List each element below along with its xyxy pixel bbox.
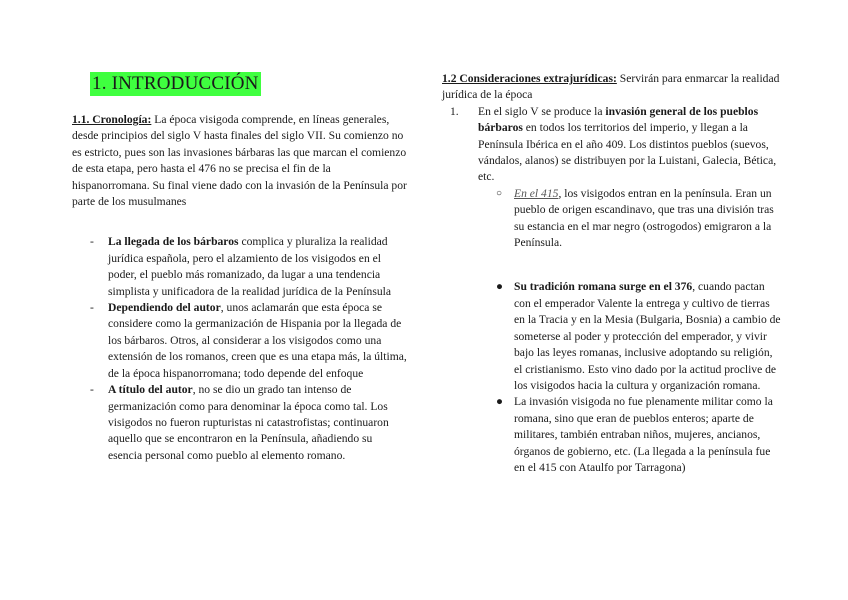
list-item-text: , no se dio un grado tan intenso de germanización como para denominar la época como tal. Los visigodos no fueron rupturistas ni catastrofistas; continuaron aquello que se encontraron en la Península, añadiendo su esencia personal como pueblo al elemento romano.: [108, 383, 389, 462]
list-item-bold: La llegada de los bárbaros: [108, 235, 239, 249]
consideraciones-paragraph: [442, 71, 782, 104]
bullet-item: [496, 394, 782, 476]
list-item: [72, 382, 408, 464]
list-item-bold: A título del autor: [108, 383, 193, 397]
bullet-list: [496, 279, 782, 476]
bullet-text: , cuando pactan con el emperador Valente la entrega y cultivo de tierras en la Tracia y en la Mesia (Bulgaria, Bosnia) a cambio de someterse al poder y protección del emperador, y vivir bajo las leyes romanas, inclusive adoptando su religión, el cristianismo. Esto vino dado por la actitud proclive de los visigodos hacia la cultura y organización romana.: [514, 280, 781, 392]
cronologia-paragraph: [72, 112, 408, 210]
item-text-a: En el siglo V se produce la: [478, 104, 606, 118]
circle-marker-icon: ○: [496, 187, 503, 199]
bullet-icon: ●: [496, 280, 504, 294]
right-column: [442, 71, 782, 476]
list-item: [72, 234, 408, 300]
cronologia-heading: 1.1. Cronología:: [72, 113, 152, 126]
bullet-text: La invasión visigoda no fue plenamente militar como la romana, sino que eran de pueblos enteros; aparte de militares, también entraban niños, mujeres, ancianos, órganos de gobierno, etc. (La llegada a la península fue en el 415 con Ataulfo por Tarragona): [514, 395, 773, 474]
list-item: [72, 300, 408, 382]
item-number: 1.: [450, 104, 459, 118]
consideraciones-text: Servirán para enmarcar la realidad jurídica de la época: [442, 72, 780, 102]
dash-marker: -: [90, 235, 94, 249]
bullet-item: [496, 279, 782, 394]
dash-marker: -: [90, 383, 94, 397]
page-title: 1. INTRODUCCIÓN: [92, 73, 259, 94]
item-bold: invasión general de los pueblos bárbaros: [478, 104, 759, 135]
numbered-list: [442, 104, 782, 252]
bullet-bold: Su tradición romana surge en el 376: [514, 280, 693, 294]
sub-list: [478, 186, 782, 252]
list-item-text: , unos aclamarán que esta época se considere como la germanización de Hispania por la llegada de los bárbaros. Otros, al considerar a los visigodos como una extensión de los romanos, creen que es una etapa más, la última, de la época hispanorromana; todo depende del enfoque: [108, 301, 407, 380]
list-item-text: complica y pluraliza la realidad jurídica española, pero el alzamiento de los visigodos en el poder, el pueblo más romanizado, da lugar a una tendencia simplista y unificadora de la realidad jurídica de la Península: [108, 235, 391, 298]
list-item-bold: Dependiendo del autor: [108, 301, 221, 315]
date-link[interactable]: En el 415: [514, 186, 559, 200]
left-column: [72, 72, 408, 464]
sub-item: [478, 186, 782, 252]
dash-list: [72, 234, 408, 464]
consideraciones-heading: 1.2 Consideraciones extrajurídicas:: [442, 72, 617, 85]
bullet-icon: ●: [496, 395, 504, 409]
title-wrap: [72, 72, 408, 96]
numbered-item: [442, 104, 782, 252]
cronologia-text: La época visigoda comprende, en líneas generales, desde principios del siglo V hasta finales del siglo VII. Su comienzo no es estricto, pues son las invasiones bárbaras las que marcan el comienzo de esta etapa, pero hasta el 476 no se precisa el fin de la hispanorromana. Su final viene dado con la invasión de la Península por parte de los musulmanes: [72, 113, 407, 209]
sub-item-text: , los visigodos entran en la península. Eran un pueblo de origen escandinavo, que tras una división tras su estancia en el mar negro (ostrogodos) emigraron a la Península.: [514, 186, 774, 250]
dash-marker: -: [90, 301, 94, 315]
item-text-b: en todos los territorios del imperio, y llegan a la Península Ibérica en el año 409. Los distintos pueblos (suevos, vándalos, alanos) se distribuyen por la Luistani, Galecia, Bética, etc.: [478, 121, 777, 184]
